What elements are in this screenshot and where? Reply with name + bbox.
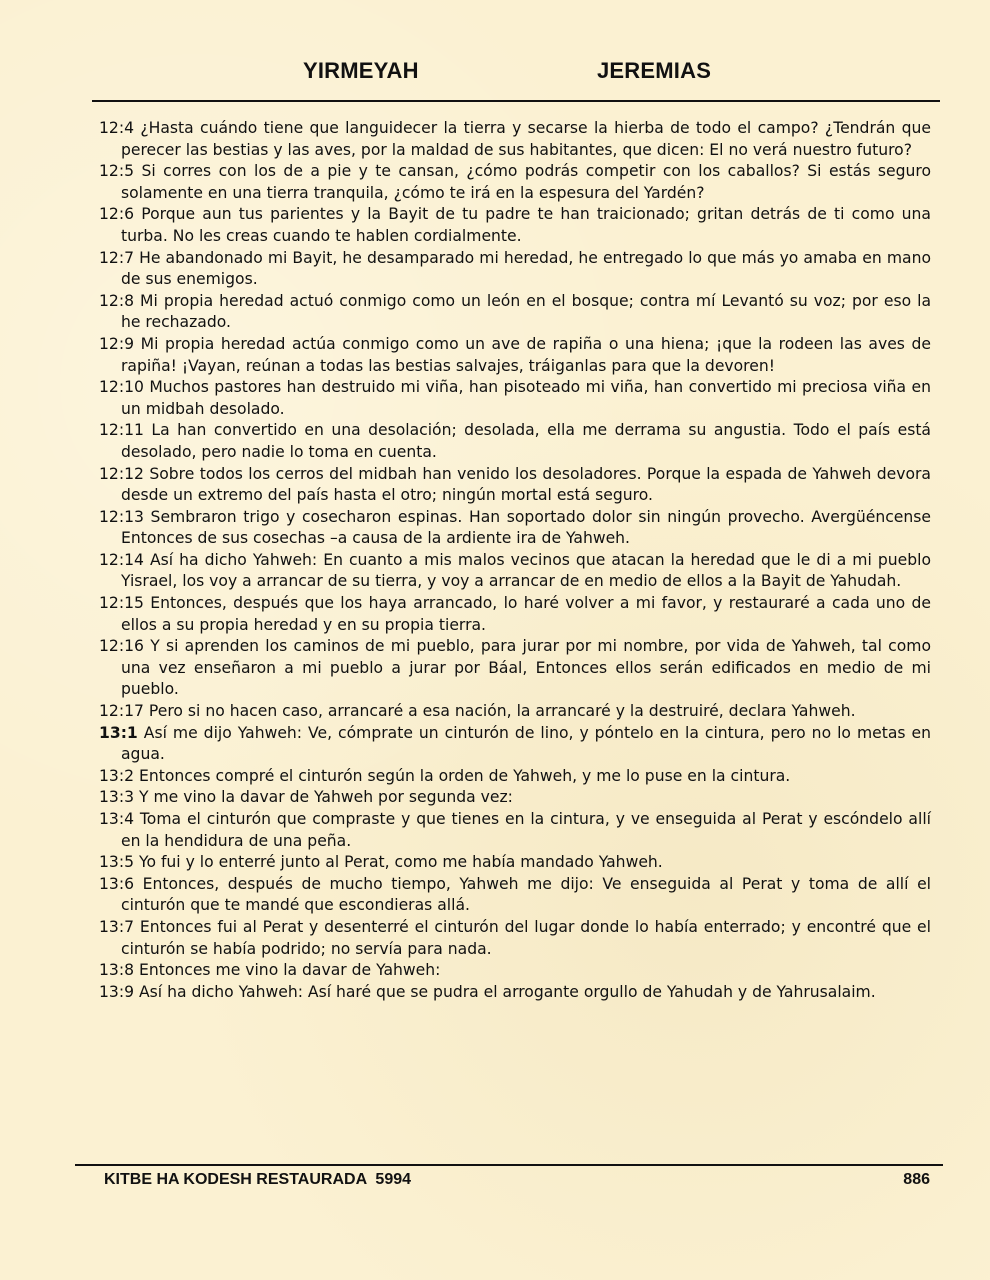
verse-reference: 12:14 bbox=[99, 550, 144, 569]
verse-text: La han convertido en una desolación; desolada, ella me derrama su angustia. Todo el país está desolado, pero nadie lo toma en cuenta. bbox=[121, 421, 931, 461]
verse-reference: 13:9 bbox=[99, 982, 135, 1001]
verse-text: Yo fui y lo enterré junto al Perat, como me había mandado Yahweh. bbox=[134, 853, 663, 872]
verse-text: Así ha dicho Yahweh: Así haré que se pudra el arrogante orgullo de Yahudah y de Yahrusalaim. bbox=[134, 982, 876, 1001]
book-title-spanish: JEREMIAS bbox=[597, 58, 712, 83]
verse-reference: 12:12 bbox=[99, 464, 144, 483]
verse-reference: 12:9 bbox=[99, 334, 135, 353]
verse-text: Porque aun tus parientes y la Bayit de tu padre te han traicionado; gritan detrás de ti como una turba. No les creas cuando te hablen cordialmente. bbox=[121, 205, 931, 245]
verse-reference: 12:5 bbox=[99, 162, 135, 181]
book-title-hebrew: YIRMEYAH bbox=[303, 58, 419, 83]
verse bbox=[99, 874, 931, 917]
verse-text: Sembraron trigo y cosecharon espinas. Han soportado dolor sin ningún provecho. Avergüéncense Entonces de sus cosechas –a causa de la ardiente ira de Yahweh. bbox=[121, 507, 931, 548]
verse bbox=[99, 550, 931, 593]
verse-text: Y me vino la davar de Yahweh por segunda vez: bbox=[134, 788, 513, 807]
verse bbox=[99, 507, 931, 550]
footer-divider bbox=[75, 1164, 943, 1166]
verse-text: Toma el cinturón que compraste y que tienes en la cintura, y ve enseguida al Perat y escóndelo allí en la hendidura de una peña. bbox=[121, 810, 931, 850]
verse bbox=[99, 593, 931, 636]
verse-reference: 13:7 bbox=[99, 917, 135, 936]
verse-reference: 12:17 bbox=[99, 702, 144, 721]
verse-reference: 13:4 bbox=[99, 810, 135, 828]
verse-text: Entonces, después de mucho tiempo, Yahweh me dijo: Ve enseguida al Perat y toma de allí el cinturón que te mandé que escondieras allá. bbox=[121, 874, 931, 915]
verse bbox=[99, 334, 931, 377]
verse-list bbox=[99, 118, 931, 1003]
verse-text: He abandonado mi Bayit, he desamparado mi heredad, he entregado lo que más yo amaba en mano de sus enemigos. bbox=[121, 248, 931, 289]
verse-reference: 13:5 bbox=[99, 853, 135, 872]
verse-text: ¿Hasta cuándo tiene que languidecer la tierra y secarse la hierba de todo el campo? ¿Tendrán que perecer las bestias y las aves, por la maldad de sus habitantes, que dicen: El no verá nuestro futuro? bbox=[121, 119, 931, 159]
verse bbox=[99, 377, 931, 420]
verse bbox=[99, 852, 931, 874]
verse-text: Y si aprenden los caminos de mi pueblo, para jurar por mi nombre, por vida de Yahweh, tal como una vez enseñaron a mi pueblo a jurar por Báal, Entonces ellos serán edificados en medio de mi pueblo. bbox=[121, 637, 931, 699]
page-header bbox=[0, 58, 990, 94]
verse bbox=[99, 701, 931, 723]
verse-reference: 12:16 bbox=[99, 637, 144, 656]
verse-text: Entonces, después que los haya arrancado, lo haré volver a mi favor, y restauraré a cada uno de ellos a su propia heredad y en su propia tierra. bbox=[121, 594, 931, 634]
verse-reference: 13:2 bbox=[99, 766, 135, 785]
verse bbox=[99, 464, 931, 507]
verse bbox=[99, 982, 931, 1004]
verse-text: Mi propia heredad actúa conmigo como un ave de rapiña o una hiena; ¡que la rodeen las aves de rapiña! ¡Vayan, reúnan a todas las bestias salvajes, tráiganlas para que la devoren! bbox=[121, 334, 931, 375]
verse bbox=[99, 118, 931, 161]
verse-reference: 12:6 bbox=[99, 205, 135, 224]
verse-text: Entonces compré el cinturón según la orden de Yahweh, y me lo puse en la cintura. bbox=[134, 766, 791, 785]
verse bbox=[99, 809, 931, 852]
verse-text: Muchos pastores han destruido mi viña, han pisoteado mi viña, han convertido mi preciosa viña en un midbah desolado. bbox=[121, 378, 931, 418]
verse-reference: 12:8 bbox=[99, 291, 135, 310]
verse bbox=[99, 248, 931, 291]
verse bbox=[99, 960, 931, 982]
verse-reference: 13:1 bbox=[99, 723, 138, 742]
verse-reference: 12:11 bbox=[99, 421, 144, 440]
verse bbox=[99, 766, 931, 788]
verse-reference: 13:8 bbox=[99, 961, 135, 980]
verse bbox=[99, 291, 931, 334]
verse-text: Pero si no hacen caso, arrancaré a esa nación, la arrancaré y la destruiré, declara Yahweh. bbox=[143, 702, 856, 721]
page-footer bbox=[0, 1171, 990, 1195]
header-divider bbox=[92, 100, 940, 102]
verse bbox=[99, 723, 931, 766]
verse-text: Sobre todos los cerros del midbah han venido los desoladores. Porque la espada de Yahweh devora desde un extremo del país hasta el otro; ningún mortal está seguro. bbox=[121, 464, 931, 505]
verse-text: Así ha dicho Yahweh: En cuanto a mis malos vecinos que atacan la heredad que le di a mi pueblo Yisrael, los voy a arrancar de su tierra, y voy a arrancar de en medio de ellos a la Bayit de Yahudah. bbox=[121, 550, 931, 591]
verse-reference: 12:4 bbox=[99, 119, 135, 137]
verse-text: Entonces fui al Perat y desenterré el cinturón del lugar donde lo había enterrado; y encontré que el cinturón se había podrido; no servía para nada. bbox=[121, 917, 931, 958]
verse bbox=[99, 420, 931, 463]
verse-reference: 13:6 bbox=[99, 874, 135, 893]
verse-reference: 13:3 bbox=[99, 788, 135, 807]
verse bbox=[99, 636, 931, 701]
verse-text: Mi propia heredad actuó conmigo como un león en el bosque; contra mí Levantó su voz; por eso la he rechazado. bbox=[121, 291, 931, 332]
verse-reference: 12:10 bbox=[99, 378, 144, 397]
verse-text: Si corres con los de a pie y te cansan, ¿cómo podrás competir con los caballos? Si estás seguro solamente en una tierra tranquila, ¿cómo te irá en la espesura del Yardén? bbox=[121, 162, 931, 202]
page-number: 886 bbox=[903, 1171, 930, 1188]
verse bbox=[99, 917, 931, 960]
publication-title: KITBE HA KODESH RESTAURADA 5994 bbox=[104, 1171, 412, 1188]
verse bbox=[99, 161, 931, 204]
verse bbox=[99, 204, 931, 247]
verse-reference: 12:15 bbox=[99, 594, 144, 613]
verse-reference: 12:13 bbox=[99, 507, 144, 526]
verse bbox=[99, 787, 931, 809]
verse-text: Entonces me vino la davar de Yahweh: bbox=[134, 961, 441, 980]
verse-text: Así me dijo Yahweh: Ve, cómprate un cinturón de lino, y póntelo en la cintura, pero no lo metas en agua. bbox=[121, 723, 931, 764]
verse-reference: 12:7 bbox=[99, 248, 135, 267]
